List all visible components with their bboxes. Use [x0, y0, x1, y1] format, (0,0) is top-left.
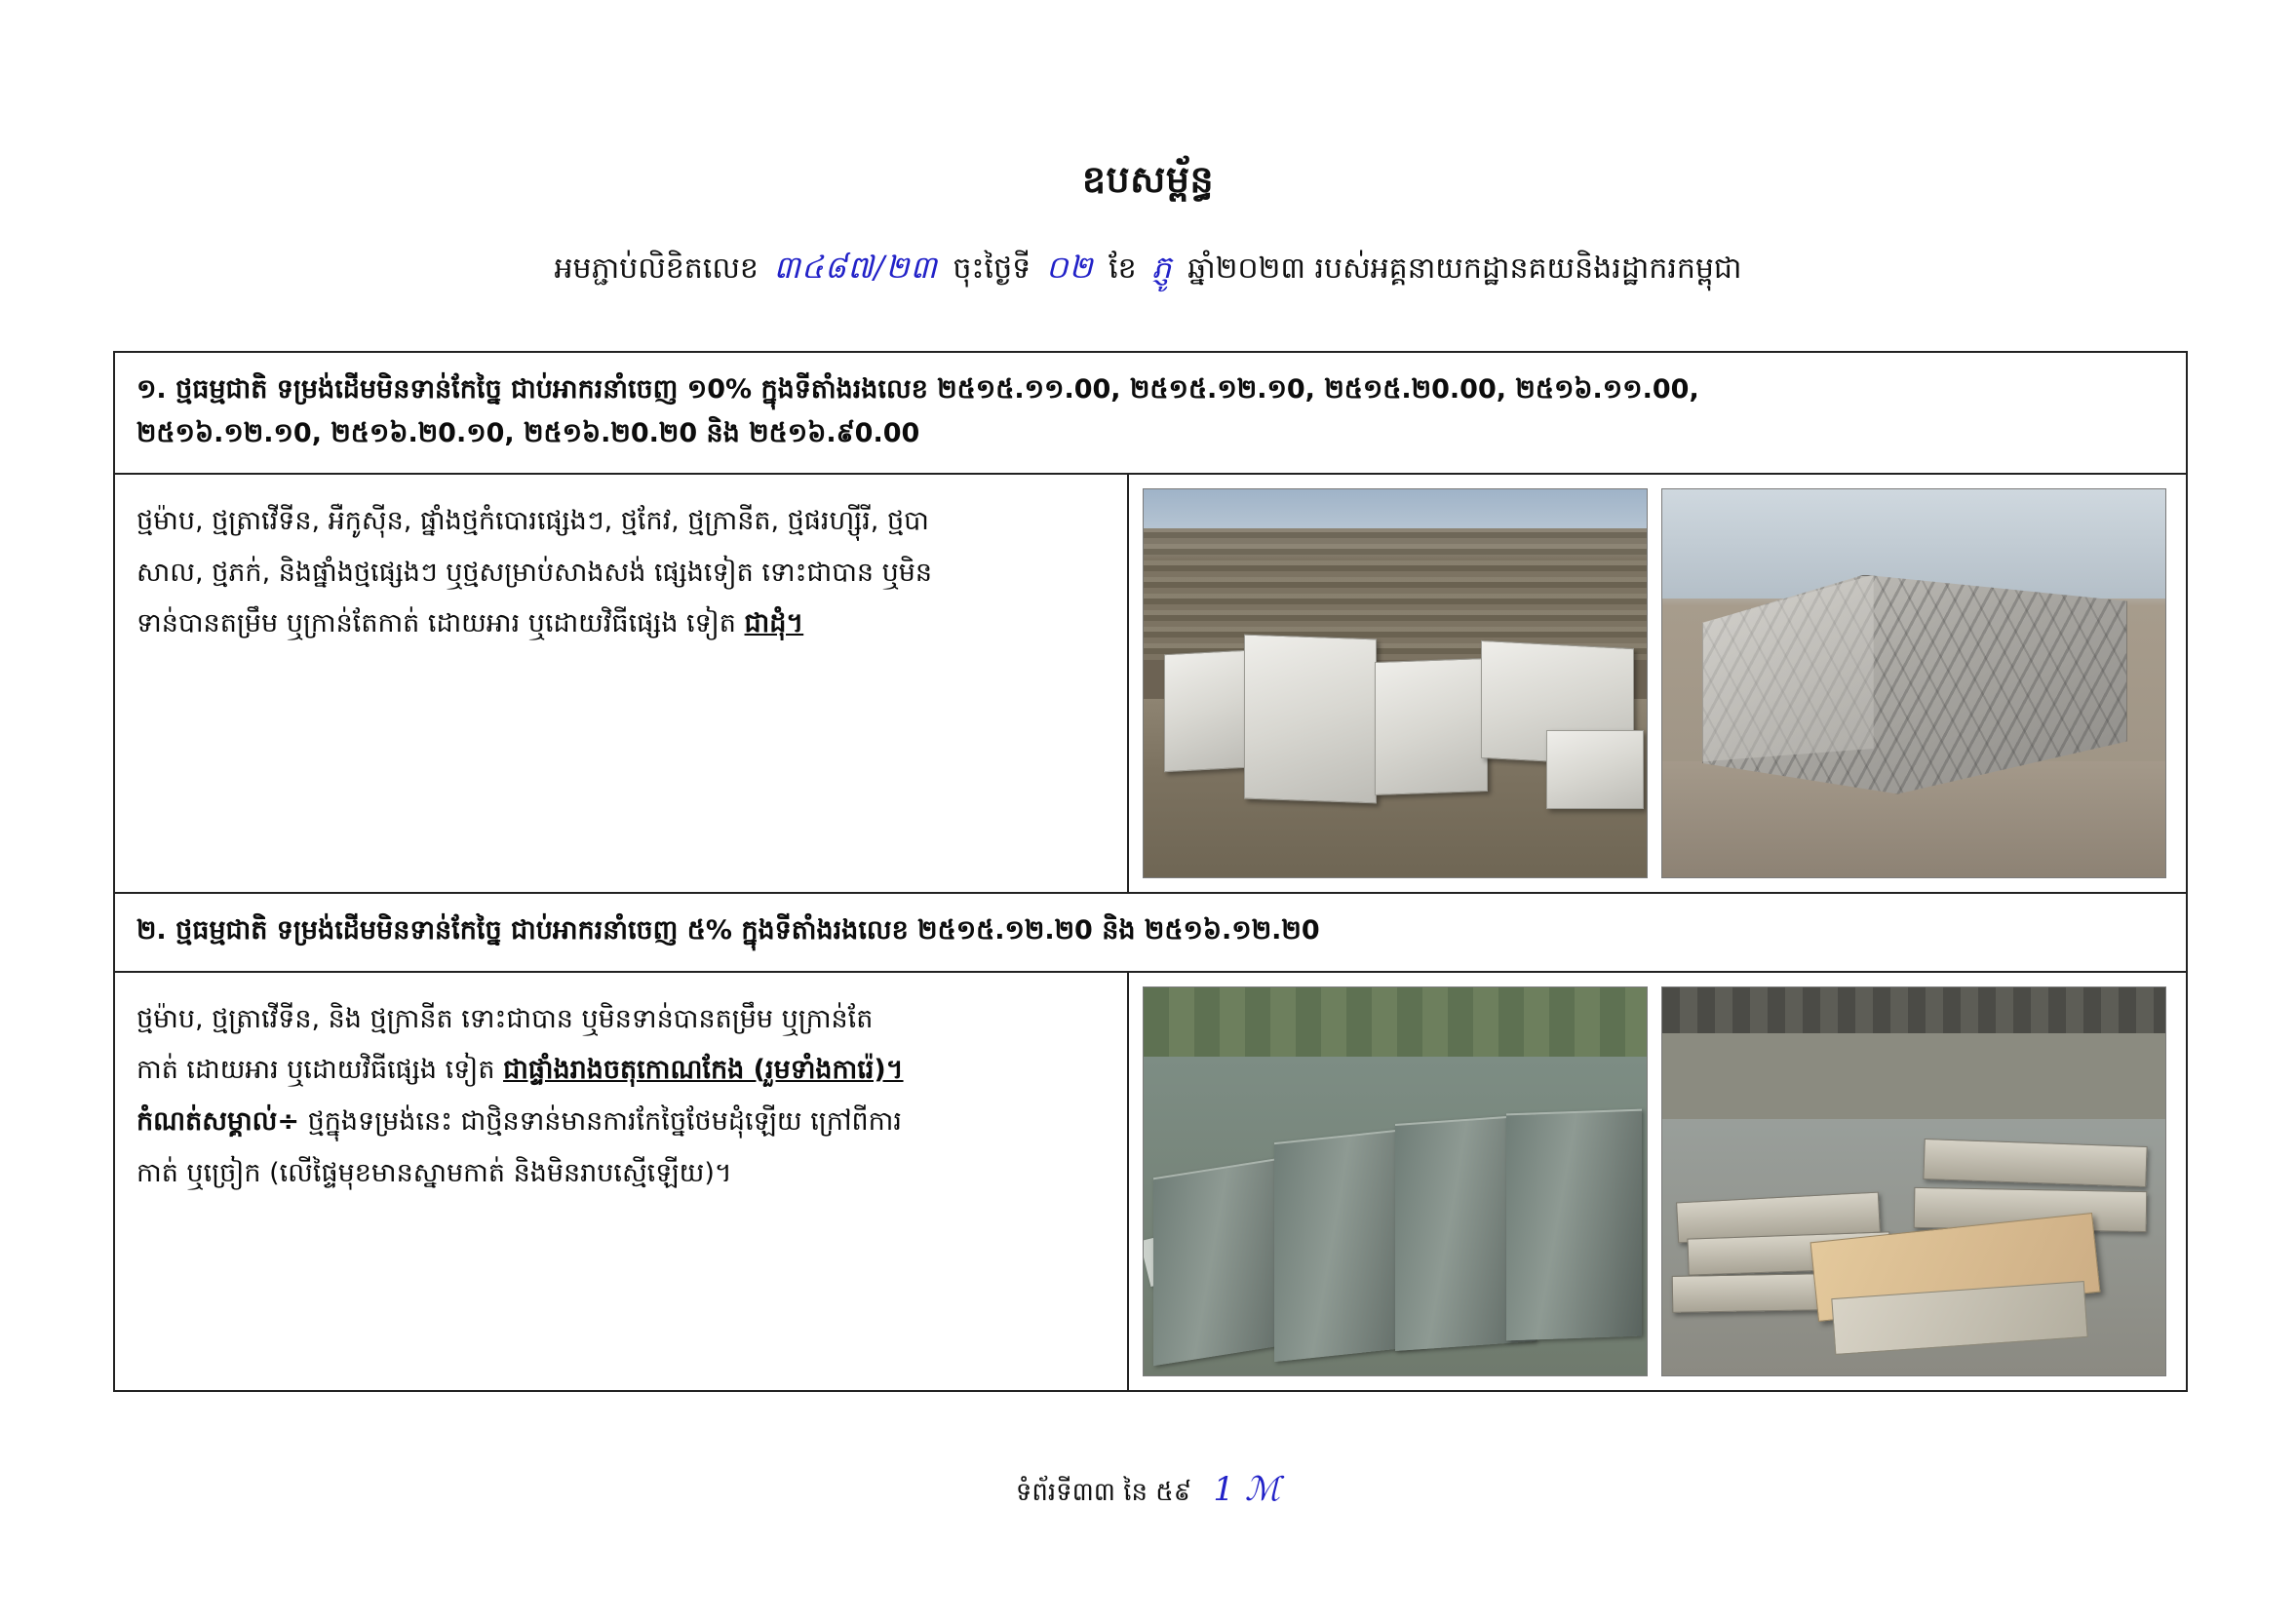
note-text-continued: កាត់ ឬច្រៀក (លើផ្ទៃមុខមានស្នាមកាត់ និងមិនរាបស្មើឡើយ)។: [136, 1157, 732, 1188]
section-1-images: [1129, 475, 2186, 892]
section-2-line-1: ថ្មម៉ាប, ថ្មត្រាវើទីន, និង ថ្មក្រានីត ទោះជាបាន ឬមិនទាន់បានតម្រឹម ឬក្រាន់តែ: [136, 1003, 874, 1034]
document-reference-line: [0, 248, 2296, 293]
section-2-line-2: [136, 1045, 1104, 1097]
section-1-heading-line-2: ២៥១៦.១២.១0, ២៥១៦.២0.១0, ២៥១៦.២0.២0 និង ២៥១៦.៩0.00: [136, 417, 920, 448]
section-1-emphasis: ជាដុំ។: [744, 608, 804, 639]
section-2-text: [115, 973, 1129, 1390]
tree-line: [1144, 987, 1647, 1058]
section-1-line-3-text: ទាន់បានតម្រឹម ឬក្រាន់តែកាត់ ដោយអារ ឬដោយវិធីផ្សេង ទៀត: [136, 608, 736, 639]
section-2-note: [136, 1097, 1104, 1148]
section-1-text: [115, 475, 1129, 892]
marble-block: [1244, 635, 1377, 804]
reference-suffix: ឆ្នាំ២០២៣ របស់អគ្គនាយកដ្ឋានគយនិងរដ្ឋាករកម្ពុជា: [1187, 251, 1742, 286]
page-title: ឧបសម្ព័ន្ធ: [1081, 158, 1215, 201]
section-1-line-3: [136, 599, 1104, 650]
quarry-marble-blocks-photo: [1143, 488, 1648, 878]
reference-prefix: អមភ្ជាប់លិខិតលេខ: [554, 251, 759, 286]
content-table: [113, 351, 2188, 1392]
section-1-line-1: ថ្មម៉ាប, ថ្មត្រាវើទីន, អឺកូស៊ីន, ផ្នាំងថ្មកំបោរផ្សេងៗ, ថ្មកែវ, ថ្មក្រានីត, ថ្មផរហ្ស៊ីរី, ថ្មបា: [136, 506, 929, 537]
reference-number: ៣៤៨៧/២៣: [773, 249, 938, 286]
reference-month: ភ្ញូ: [1151, 249, 1173, 286]
section-2-body: [115, 973, 2186, 1390]
marble-block: [1164, 650, 1247, 773]
section-2-heading: [115, 892, 2186, 973]
section-1-body: [115, 475, 2186, 892]
marble-block: [1546, 730, 1644, 810]
section-1-heading-line-1: ១. ថ្មធម្មជាតិ ទម្រង់ដើមមិនទាន់កែច្នៃ ជាប់អាករនាំចេញ ១0% ក្នុងទីតាំងរងលេខ ២៥១៥.១១.00, ២៥១៥.១២.១0, ២៥១៥.២0.00, ២៥១៦.១១.00,: [136, 374, 1699, 405]
marble-block: [1375, 658, 1488, 795]
section-2-images: [1129, 973, 2186, 1390]
stone-slab: [1506, 1109, 1642, 1341]
section-2-emphasis: ជាផ្ទាំងរាងចតុកោណកែង (រួមទាំងការ៉េ)។: [503, 1055, 904, 1086]
note-label: កំណត់សម្គាល់÷: [136, 1105, 299, 1137]
section-2-heading-line-1: ២. ថ្មធម្មជាតិ ទម្រង់ដើមមិនទាន់កែច្នៃ ជាប់អាករនាំចេញ ៥% ក្នុងទីតាំងរងលេខ ២៥១៥.១២.២0 និង ២៥១៦.១២.២0: [136, 915, 1320, 947]
signature-mark: 1 ℳ: [1213, 1470, 1281, 1509]
slab-pile: [1924, 1139, 2148, 1187]
stone-yard-slabs-photo: [1661, 986, 2166, 1376]
quarry-cliff: [1144, 528, 1647, 660]
page-footer: [0, 1470, 2296, 1513]
section-2-line-2-text: កាត់ ដោយអារ ឬដោយវិធីផ្សេង ទៀត: [136, 1055, 495, 1086]
reference-mid-1: ចុះថ្ងៃទី: [953, 251, 1031, 286]
note-text: ថ្មក្នុងទម្រង់នេះ ជាថ្មិនទាន់មានការកែច្នៃថែមដុំឡើយ ក្រៅពីការ: [307, 1105, 902, 1137]
reference-mid-2: ខែ: [1109, 251, 1137, 286]
page-number-label: ទំព័រទី៣៣ នៃ ៥៩: [1015, 1478, 1192, 1507]
reference-day: ០២: [1045, 249, 1094, 286]
stacked-green-slabs-photo: [1143, 986, 1648, 1376]
large-granite-block-photo: [1661, 488, 2166, 878]
section-1-heading: [115, 353, 2186, 475]
shed-roof: [1662, 987, 2165, 1034]
section-1-line-2: សាល, ថ្មភក់, និងផ្នាំងថ្មផ្សេងៗ ឬថ្មសម្រាប់សាងសង់ ផ្សេងទៀត ទោះជាបាន ឬមិន: [136, 557, 933, 588]
